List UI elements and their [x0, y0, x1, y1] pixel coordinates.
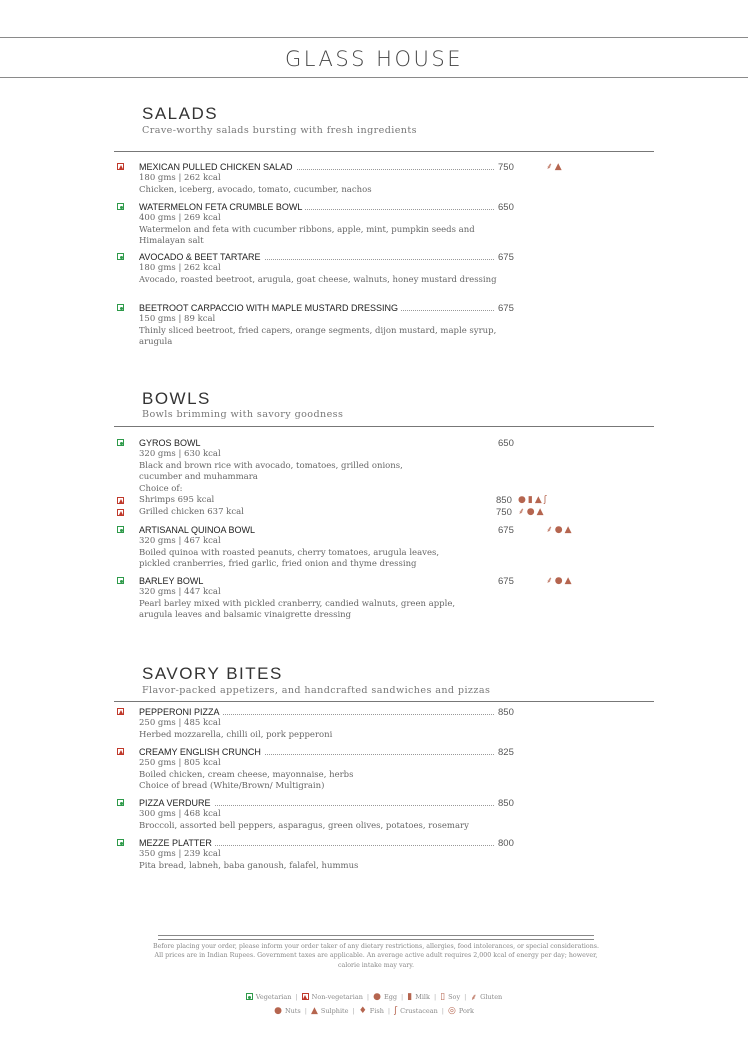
item-name: WATERMELON FETA CRUMBLE BOWL	[139, 202, 305, 212]
nonveg-icon	[117, 497, 124, 504]
section-rule	[114, 151, 654, 152]
menu-item	[117, 252, 587, 286]
nonveg-icon	[117, 163, 124, 170]
choice-label: Grilled chicken 637 kcal	[139, 507, 244, 517]
item-name: MEZZE PLATTER	[139, 838, 215, 848]
nuts-icon: ●	[526, 507, 535, 517]
legend-fish	[359, 1006, 384, 1016]
item-meta: 250 gms | 485 kcal	[139, 718, 221, 728]
veg-icon	[117, 439, 124, 446]
item-desc: Black and brown rice with avocado, tomatoes, grilled onions, cucumber and muhammara	[139, 460, 403, 482]
legend-label: Crustacean	[400, 1007, 438, 1015]
section-title: SALADS	[142, 104, 219, 123]
legend-row	[0, 990, 748, 1003]
item-price: 650	[498, 202, 514, 213]
item-meta: 250 gms | 805 kcal	[139, 758, 221, 768]
item-meta: 300 gms | 468 kcal	[139, 809, 221, 819]
footer-note: Before placing your order, please inform your order taker of any dietary restrictions, allergies, food intolerances, or special considerations. All prices are in Indian Rupees. Government taxes are applicable. An average active adult requires 2,000 kcal of energy per day; however, calorie intake may vary.	[153, 943, 599, 969]
item-desc-extra: Choice of bread (White/Brown/ Multigrain)	[139, 781, 325, 791]
menu-item	[117, 576, 587, 622]
gluten-icon: ⸙	[546, 576, 553, 586]
milk-icon: ▮	[407, 991, 413, 1002]
item-price: 750	[498, 162, 514, 173]
nonveg-icon	[117, 509, 124, 516]
menu-item	[117, 202, 587, 248]
veg-icon	[117, 799, 124, 806]
choice-price: 850	[496, 495, 512, 506]
choice-label: Shrimps 695 kcal	[139, 495, 215, 505]
sulphite-icon: ▲	[310, 1006, 318, 1016]
top-rule	[0, 37, 748, 38]
item-name: MEXICAN PULLED CHICKEN SALAD	[139, 162, 296, 172]
legend-crustacean	[394, 1006, 438, 1016]
menu-item	[117, 747, 587, 793]
allergen-icons	[518, 507, 544, 517]
legend-label: Nuts	[284, 1007, 301, 1015]
legend-egg	[373, 992, 397, 1002]
brand-rule	[0, 77, 748, 78]
item-price: 850	[498, 707, 514, 718]
menu-item	[117, 838, 587, 872]
item-meta: 320 gms | 630 kcal	[139, 449, 221, 459]
item-desc: Watermelon and feta with cucumber ribbons, apple, mint, pumpkin seeds and Himalayan salt	[139, 224, 475, 246]
legend-label: Non-vegetarian	[311, 992, 363, 1001]
section-rule	[114, 701, 654, 702]
item-desc: Boiled quinoa with roasted peanuts, cherry tomatoes, arugula leaves, pickled cranberries, fried garlic, fried onion and thyme dressing	[139, 547, 440, 569]
choice-heading: Choice of:	[139, 483, 183, 494]
item-meta: 320 gms | 447 kcal	[139, 587, 221, 597]
brand-title: GLASS HOUSE	[285, 47, 463, 71]
item-name: AVOCADO & BEET TARTARE	[139, 252, 264, 262]
item-desc: Pearl barley mixed with pickled cranberry, candied walnuts, green apple, arugula leaves and balsamic vinaigrette dressing	[139, 598, 456, 620]
legend-label: Pork	[458, 1007, 474, 1015]
item-desc: Thinly sliced beetroot, fried capers, orange segments, dijon mustard, maple syrup, arugula	[139, 325, 497, 347]
veg-icon	[117, 526, 124, 533]
legend-vegetarian	[246, 993, 292, 1001]
veg-icon	[117, 839, 124, 846]
item-price: 650	[498, 438, 514, 449]
legend-separator: |	[295, 992, 298, 1001]
veg-icon	[117, 304, 124, 311]
veg-icon	[117, 577, 124, 584]
allergen-icons	[546, 162, 562, 172]
section-subtitle: Crave-worthy salads bursting with fresh ingredients	[142, 125, 417, 136]
section-rule	[114, 426, 654, 427]
veg-icon	[246, 993, 253, 1000]
item-desc: Pita bread, labneh, baba ganoush, falafel, hummus	[139, 860, 359, 871]
menu-item	[117, 798, 587, 832]
legend-separator: |	[304, 1007, 307, 1015]
menu-item	[117, 438, 587, 519]
item-price: 675	[498, 252, 514, 263]
nonveg-icon	[117, 708, 124, 715]
legend-separator: |	[401, 992, 404, 1001]
allergen-icons	[546, 576, 572, 586]
section-title: SAVORY BITES	[142, 664, 283, 683]
legend-label: Egg	[383, 992, 398, 1001]
sulphite-icon: ▲	[564, 576, 572, 586]
egg-icon: ●	[518, 495, 526, 505]
item-name: BARLEY BOWL	[139, 576, 206, 586]
legend-row	[0, 1006, 748, 1016]
veg-icon	[117, 253, 124, 260]
menu-item	[117, 162, 587, 196]
section-subtitle: Bowls brimming with savory goodness	[142, 409, 344, 420]
section-subtitle: Flavor-packed appetizers, and handcrafted sandwiches and pizzas	[142, 685, 491, 696]
legend-separator: |	[441, 1007, 444, 1015]
item-name: CREAMY ENGLISH CRUNCH	[139, 747, 264, 757]
item-price: 825	[498, 747, 514, 758]
menu-item	[117, 303, 587, 349]
crustacean-icon: ʃ	[543, 495, 547, 505]
item-meta: 350 gms | 239 kcal	[139, 849, 221, 859]
item-price: 800	[498, 838, 514, 849]
item-desc: Boiled chicken, cream cheese, mayonnaise, herbs	[139, 769, 354, 780]
item-meta: 180 gms | 262 kcal	[139, 263, 221, 273]
gluten-icon: ⸙	[518, 507, 525, 517]
legend-milk	[407, 992, 430, 1002]
legend-gluten	[470, 990, 502, 1003]
legend-label: Gluten	[480, 992, 503, 1001]
menu-item	[117, 525, 587, 571]
veg-icon	[117, 203, 124, 210]
legend-label: Vegetarian	[255, 992, 292, 1001]
legend-label: Sulphite	[320, 1007, 349, 1015]
legend-separator: |	[366, 992, 370, 1001]
item-meta: 400 gms | 269 kcal	[139, 213, 221, 223]
legend-sulphite	[311, 1006, 349, 1016]
item-meta: 320 gms | 467 kcal	[139, 536, 221, 546]
footer-rule	[158, 939, 594, 940]
footer-rule	[158, 935, 594, 936]
item-desc: Broccoli, assorted bell peppers, asparagus, green olives, potatoes, rosemary	[139, 820, 469, 831]
menu-item	[117, 707, 587, 741]
item-price: 675	[498, 576, 514, 587]
choice-price: 750	[496, 507, 512, 518]
sulphite-icon: ▲	[564, 525, 572, 535]
nuts-icon: ●	[554, 525, 563, 535]
allergen-icons	[546, 525, 572, 535]
crustacean-icon: ʃ	[394, 1006, 398, 1016]
item-price: 675	[498, 303, 514, 314]
nuts-icon: ●	[274, 1006, 282, 1016]
nonveg-icon	[117, 748, 124, 755]
gluten-icon: ⸙	[546, 525, 553, 535]
nuts-icon: ●	[554, 576, 563, 586]
item-name: ARTISANAL QUINOA BOWL	[139, 525, 258, 535]
item-price: 850	[498, 798, 514, 809]
item-name: BEETROOT CARPACCIO WITH MAPLE MUSTARD DRESSING	[139, 303, 401, 313]
choice-row	[117, 495, 587, 507]
item-desc: Herbed mozzarella, chilli oil, pork pepperoni	[139, 729, 333, 740]
allergen-icons	[518, 495, 547, 505]
sulphite-icon: ▲	[534, 495, 542, 505]
choice-row	[117, 507, 587, 519]
item-meta: 180 gms | 262 kcal	[139, 173, 221, 183]
item-price: 675	[498, 525, 514, 536]
item-desc: Avocado, roasted beetroot, arugula, goat cheese, walnuts, honey mustard dressing	[139, 274, 497, 285]
legend-label: Soy	[448, 992, 461, 1001]
gluten-icon: ⸙	[470, 993, 478, 1003]
nonveg-icon	[302, 993, 309, 1000]
legend-separator: |	[387, 1007, 391, 1015]
legend-pork	[448, 1006, 474, 1016]
pork-icon: ◎	[447, 1006, 456, 1016]
legend-soy	[440, 992, 460, 1002]
sulphite-icon: ▲	[554, 162, 562, 172]
item-name: GYROS BOWL	[139, 438, 204, 448]
egg-icon: ●	[373, 991, 381, 1002]
legend-non-vegetarian	[302, 993, 363, 1001]
item-name: PEPPERONI PIZZA	[139, 707, 223, 717]
legend-separator: |	[352, 1007, 355, 1015]
soy-icon: ▯	[440, 991, 446, 1002]
item-desc: Chicken, iceberg, avocado, tomato, cucumber, nachos	[139, 184, 372, 195]
item-meta: 150 gms | 89 kcal	[139, 314, 216, 324]
gluten-icon: ⸙	[546, 162, 553, 172]
legend-separator: |	[433, 992, 437, 1001]
fish-icon: ♦	[358, 1006, 367, 1016]
item-name: PIZZA VERDURE	[139, 798, 214, 808]
soy-icon: ▮	[527, 495, 533, 505]
legend-label: Fish	[369, 1007, 384, 1015]
legend-separator: |	[464, 992, 467, 1001]
legend-nuts	[274, 1006, 301, 1016]
section-title: BOWLS	[142, 389, 211, 408]
legend-label: Milk	[415, 992, 430, 1001]
sulphite-icon: ▲	[536, 507, 544, 517]
